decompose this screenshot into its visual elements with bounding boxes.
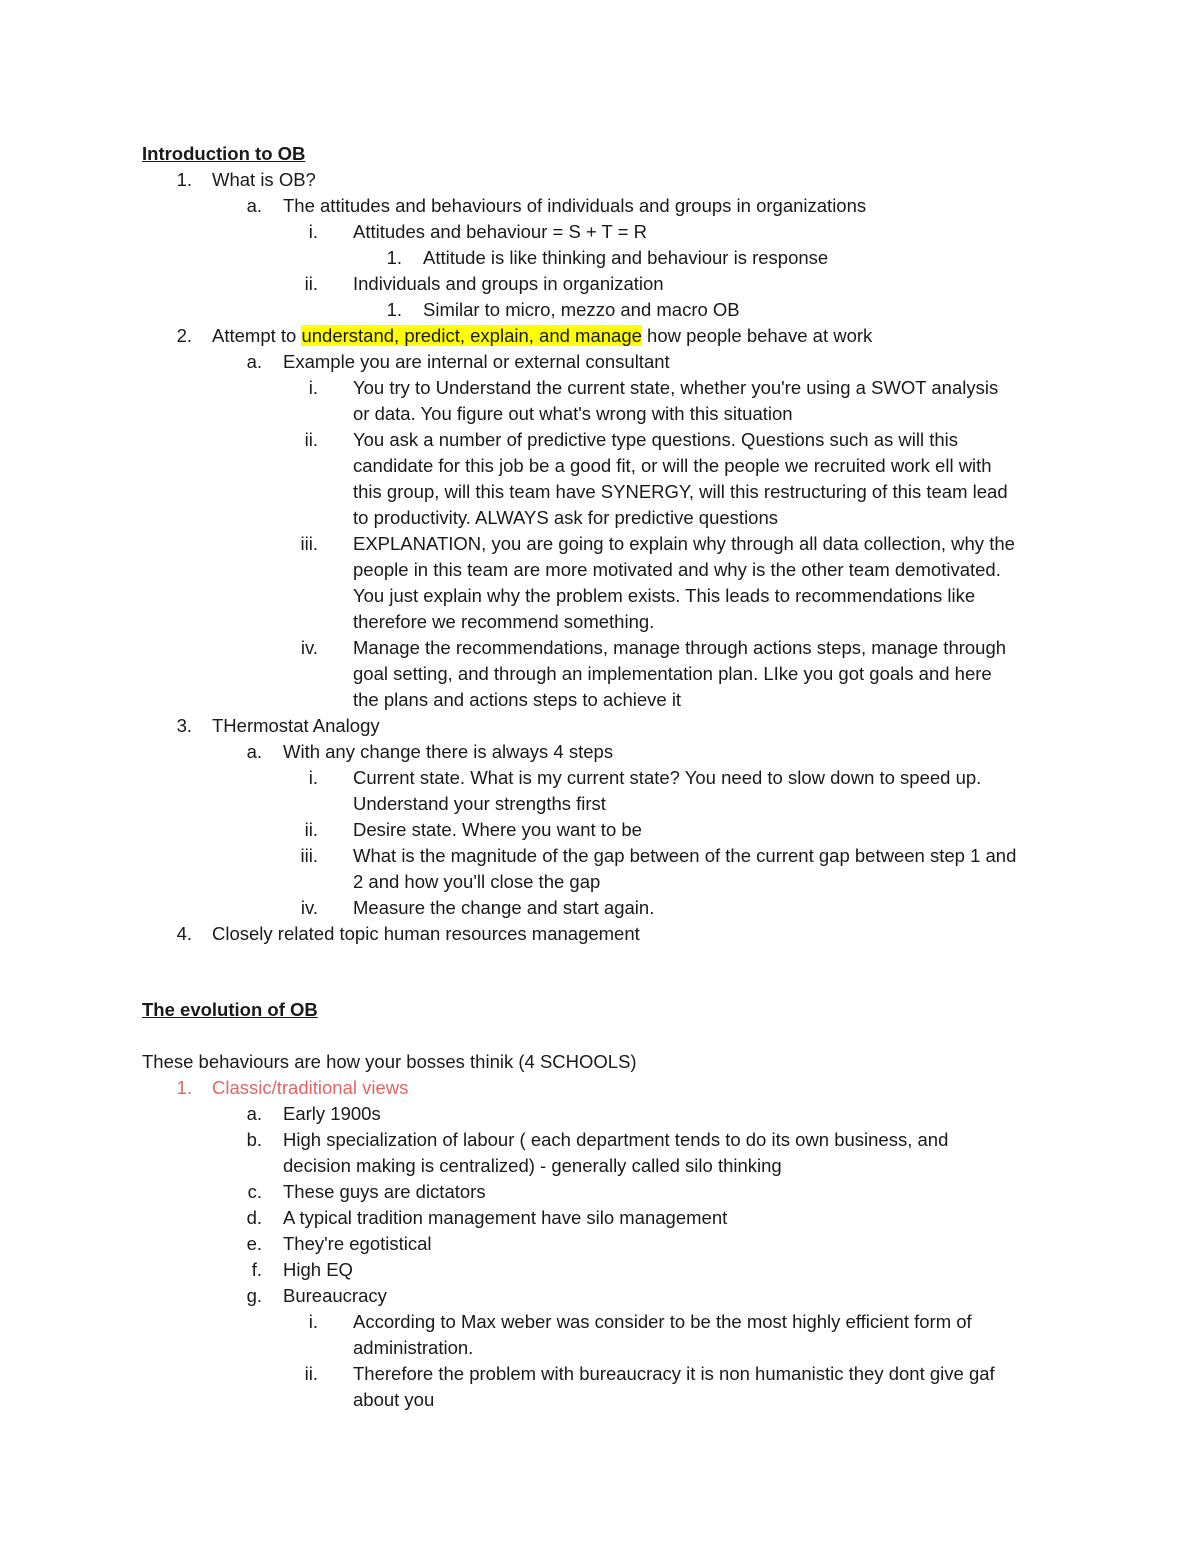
list-marker: e. xyxy=(246,1233,262,1254)
list-item-line: Manage the recommendations, manage through actions steps, manage through xyxy=(353,637,1007,658)
list-marker: iv. xyxy=(300,637,318,658)
list-marker: i. xyxy=(308,767,318,788)
list-item-line: candidate for this job be a good fit, or will the people we recruited work ell with xyxy=(353,455,992,476)
list-marker: c. xyxy=(247,1181,262,1202)
list-item: Example you are internal or external consultant xyxy=(283,351,670,372)
list-marker: 1. xyxy=(176,1077,192,1098)
highlighted-text: understand, predict, explain, and manage xyxy=(301,325,642,346)
list-item: Measure the change and start again. xyxy=(353,897,655,918)
list-item: Closely related topic human resources management xyxy=(212,923,640,944)
list-item: They're egotistical xyxy=(283,1233,432,1254)
text-segment: Attempt to xyxy=(212,325,302,346)
list-item: Desire state. Where you want to be xyxy=(353,819,642,840)
list-marker: i. xyxy=(308,1311,318,1332)
list-item-line: this group, will this team have SYNERGY, will this restructuring of this team lead xyxy=(353,481,1008,502)
list-marker: a. xyxy=(246,741,262,762)
list-item-line: about you xyxy=(353,1389,435,1410)
list-item-line: or data. You figure out what's wrong with this situation xyxy=(353,403,793,424)
list-marker: 1. xyxy=(386,247,402,268)
list-item-line: High specialization of labour ( each department tends to do its own business, and xyxy=(283,1129,949,1150)
text-segment: how people behave at work xyxy=(641,325,873,346)
list-marker: iii. xyxy=(300,533,318,554)
list-marker: b. xyxy=(246,1129,262,1150)
section-intro: These behaviours are how your bosses thinik (4 SCHOOLS) xyxy=(142,1051,637,1072)
list-item: These guys are dictators xyxy=(283,1181,486,1202)
list-marker: a. xyxy=(246,195,262,216)
list-item: Individuals and groups in organization xyxy=(353,273,664,294)
list-item-line: people in this team are more motivated and why is the other team demotivated. xyxy=(353,559,1001,580)
list-marker: 1. xyxy=(176,169,192,190)
list-item-line: Current state. What is my current state? You need to slow down to speed up. xyxy=(353,767,982,788)
list-marker: a. xyxy=(246,1103,262,1124)
list-item-line: According to Max weber was consider to be the most highly efficient form of xyxy=(353,1311,972,1332)
section-heading-evolution: The evolution of OB xyxy=(142,999,318,1020)
list-item xyxy=(212,325,872,347)
list-marker: iii. xyxy=(300,845,318,866)
list-marker: 1. xyxy=(386,299,402,320)
list-marker: ii. xyxy=(304,1363,318,1384)
list-marker: i. xyxy=(308,377,318,398)
list-item-line: EXPLANATION, you are going to explain why through all data collection, why the xyxy=(353,533,1015,554)
list-item-line: What is the magnitude of the gap between of the current gap between step 1 and xyxy=(353,845,1017,866)
list-item: THermostat Analogy xyxy=(212,715,380,736)
list-item-line: to productivity. ALWAYS ask for predictive questions xyxy=(353,507,779,528)
list-marker: g. xyxy=(246,1285,262,1306)
list-item-line: Therefore the problem with bureaucracy it is non humanistic they dont give gaf xyxy=(353,1363,995,1384)
list-item: The attitudes and behaviours of individuals and groups in organizations xyxy=(283,195,867,216)
list-item-line: You just explain why the problem exists. This leads to recommendations like xyxy=(353,585,976,606)
list-marker: 2. xyxy=(176,325,192,346)
list-item: A typical tradition management have silo management xyxy=(283,1207,728,1228)
list-item-line: 2 and how you'll close the gap xyxy=(353,871,601,892)
list-item-line: You ask a number of predictive type questions. Questions such as will this xyxy=(353,429,958,450)
list-marker: ii. xyxy=(304,273,318,294)
list-marker: d. xyxy=(246,1207,262,1228)
list-item-line: the plans and actions steps to achieve it xyxy=(353,689,682,710)
list-marker: f. xyxy=(251,1259,262,1280)
list-item: What is OB? xyxy=(212,169,316,190)
list-item: Attitudes and behaviour = S + T = R xyxy=(353,221,647,242)
list-item: Similar to micro, mezzo and macro OB xyxy=(423,299,740,320)
list-item-line: administration. xyxy=(353,1337,474,1358)
list-item: Bureaucracy xyxy=(283,1285,387,1306)
list-marker: 4. xyxy=(176,923,192,944)
list-item: With any change there is always 4 steps xyxy=(283,741,614,762)
list-item-line: goal setting, and through an implementation plan. LIke you got goals and here xyxy=(353,663,992,684)
list-item-line: decision making is centralized) - generally called silo thinking xyxy=(283,1155,782,1176)
list-item-line: therefore we recommend something. xyxy=(353,611,655,632)
list-marker: ii. xyxy=(304,819,318,840)
list-marker: a. xyxy=(246,351,262,372)
list-item: Early 1900s xyxy=(283,1103,381,1124)
list-item-line: You try to Understand the current state, whether you're using a SWOT analysis xyxy=(353,377,999,398)
list-item: High EQ xyxy=(283,1259,353,1280)
list-item-line: Understand your strengths first xyxy=(353,793,606,814)
list-marker: ii. xyxy=(304,429,318,450)
list-marker: i. xyxy=(308,221,318,242)
list-item: Classic/traditional views xyxy=(212,1077,409,1098)
list-marker: 3. xyxy=(176,715,192,736)
list-marker: iv. xyxy=(300,897,318,918)
section-heading-intro: Introduction to OB xyxy=(142,143,306,164)
list-item: Attitude is like thinking and behaviour is response xyxy=(423,247,829,268)
